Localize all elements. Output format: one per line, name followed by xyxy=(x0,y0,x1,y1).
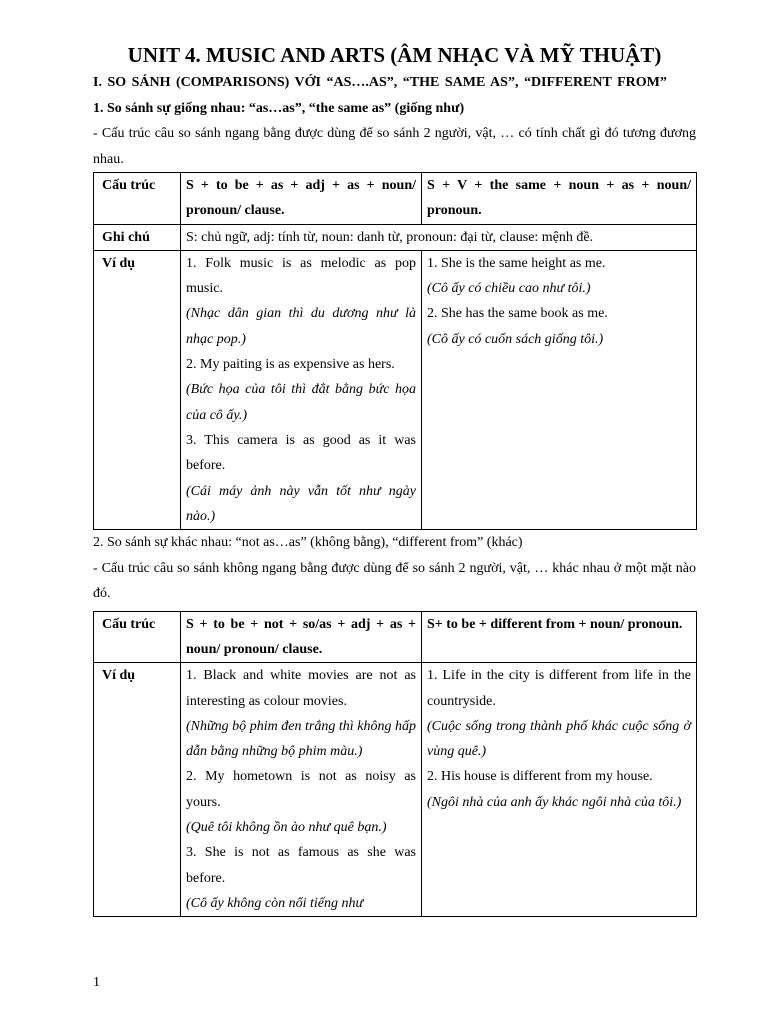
example-translation: (Cái máy ảnh này vẫn tốt như ngày nào.) xyxy=(186,483,416,524)
structure-formula: S + to be + not + so/as + adj + as + noun/ pronoun/ clause. xyxy=(181,611,422,663)
table-row xyxy=(94,611,697,663)
comparison-table-difference xyxy=(93,611,697,918)
example-sentence: 2. My hometown is not as noisy as yours. xyxy=(186,769,416,810)
examples-cell xyxy=(181,663,422,917)
section-heading: I. SO SÁNH (COMPARISONS) VỚI “AS….AS”, “THE SAME AS”, “DIFFERENT FROM” xyxy=(93,75,667,90)
example-sentence: 1. She is the same height as me. xyxy=(427,255,606,271)
row-label-examples: Ví dụ xyxy=(94,250,181,529)
page-title: UNIT 4. MUSIC AND ARTS (ÂM NHẠC VÀ MỸ THUẬT) xyxy=(127,43,662,67)
structure-formula: S + to be + as + adj + as + noun/ pronoun/ clause. xyxy=(181,173,422,225)
subsection-heading-difference: 2. So sánh sự khác nhau: “not as…as” (không bằng), “different from” (khác) xyxy=(93,535,523,551)
note-text: S: chủ ngữ, adj: tính từ, noun: danh từ, pronoun: đại từ, clause: mệnh đề. xyxy=(181,224,697,250)
table-row xyxy=(94,173,697,225)
subsection-description-similarity: - Cấu trúc câu so sánh ngang bằng được dùng để so sánh 2 người, vật, … có tính chất gì đó tương đương nhau. xyxy=(93,126,696,167)
subsection-description-difference: - Cấu trúc câu so sánh không ngang bằng được dùng để so sánh 2 người, vật, … khác nhau ở một mặt nào đó. xyxy=(93,560,696,602)
table-row xyxy=(94,250,697,529)
structure-formula: S+ to be + different from + noun/ pronoun. xyxy=(422,611,697,663)
example-sentence: 1. Folk music is as melodic as pop music. xyxy=(186,255,416,297)
comparison-table-similarity xyxy=(93,172,697,530)
example-sentence: 2. My paiting is as expensive as hers. xyxy=(186,357,395,373)
document-page xyxy=(93,40,696,917)
row-label-structure: Cấu trúc xyxy=(94,611,181,663)
page-number: 1 xyxy=(93,975,100,990)
example-translation: (Cô ấy có cuốn sách giống tôi.) xyxy=(427,331,604,347)
subsection-heading-similarity: 1. So sánh sự giống nhau: “as…as”, “the same as” (giống như) xyxy=(93,100,465,116)
row-label-examples: Ví dụ xyxy=(94,663,181,917)
structure-formula: S + V + the same + noun + as + noun/ pronoun. xyxy=(422,173,697,225)
example-sentence: 1. Black and white movies are not as interesting as colour movies. xyxy=(186,668,416,709)
table-row xyxy=(94,224,697,250)
example-translation: (Ngôi nhà của anh ấy khác ngôi nhà của tôi.) xyxy=(427,794,682,810)
example-sentence: 3. This camera is as good as it was before. xyxy=(186,432,416,474)
example-translation: (Bức họa của tôi thì đắt bằng bức họa của cô ấy.) xyxy=(186,382,416,423)
row-label-note: Ghi chú xyxy=(94,224,181,250)
example-sentence: 3. She is not as famous as she was before. xyxy=(186,845,416,886)
examples-cell xyxy=(181,250,422,529)
example-sentence: 2. She has the same book as me. xyxy=(427,306,608,322)
examples-cell xyxy=(422,663,697,917)
table-row xyxy=(94,663,697,917)
example-translation: (Cuộc sống trong thành phố khác cuộc sống ở vùng quê.) xyxy=(427,718,691,760)
example-translation: (Nhạc dân gian thì du dương như là nhạc pop.) xyxy=(186,306,416,347)
example-sentence: 2. His house is different from my house. xyxy=(427,769,653,785)
example-translation: (Cô ấy không còn nổi tiếng như xyxy=(186,895,364,911)
example-sentence: 1. Life in the city is different from life in the countryside. xyxy=(427,668,691,709)
example-translation: (Những bộ phim đen trắng thì không hấp dẫn bằng những bộ phim màu.) xyxy=(186,718,416,760)
example-translation: (Cô ấy có chiều cao như tôi.) xyxy=(427,281,591,297)
row-label-structure: Cấu trúc xyxy=(94,173,181,225)
example-translation: (Quê tôi không ồn ào như quê bạn.) xyxy=(186,820,387,836)
examples-cell xyxy=(422,250,697,529)
